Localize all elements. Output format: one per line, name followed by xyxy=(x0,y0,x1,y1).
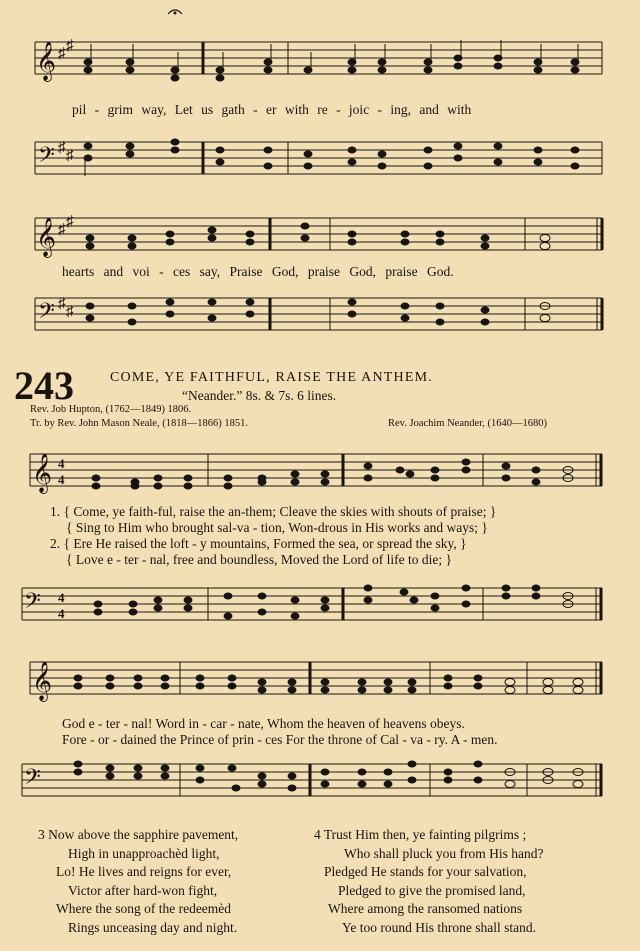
hymn-treble-staff-2 xyxy=(0,654,640,714)
hymn-author: Rev. Job Hupton, (1762—1849) 1806. xyxy=(30,404,192,415)
verse-4-line: Ye too round His throne shall stand. xyxy=(342,919,536,935)
verse-4-line: 4 Trust Him then, ye fainting pilgrims ; xyxy=(314,827,527,842)
hymn-line1-verse1a: 1. { Come, ye faith-ful, raise the an-them; Cleave the skies with shouts of praise; } xyxy=(50,504,497,519)
top-lyrics-2: hearts and voi - ces say, Praise God, praise God, praise God. xyxy=(62,264,454,279)
svg-text:𝄞: 𝄞 xyxy=(32,455,53,492)
hymn-line1-verse2b: { Love e - ter - nal, free and boundless, Moved the Lord of life to die; } xyxy=(66,552,452,567)
top-system-treble-staff-1 xyxy=(0,0,640,100)
hymn-line2-verse2: Fore - or - dained the Prince of prin - ces For the throne of Cal - va - ry. A - men. xyxy=(62,732,498,747)
svg-text:𝄢: 𝄢 xyxy=(38,143,55,172)
top-system-bass-staff-2 xyxy=(0,292,640,352)
svg-text:♯: ♯ xyxy=(66,38,74,54)
svg-text:♯: ♯ xyxy=(58,140,66,156)
svg-text:♯: ♯ xyxy=(66,214,74,230)
svg-text:𝄢: 𝄢 xyxy=(38,299,55,328)
hymn-number: 243 xyxy=(14,363,74,408)
verse-3-line: Where the song of the redeemèd xyxy=(56,901,232,917)
verse-3-line: High in unapproachèd light, xyxy=(68,845,220,861)
hymn-line1-verse2a: 2. { Ere He raised the loft - y mountains, Formed the sea, or spread the sky, } xyxy=(50,536,467,551)
svg-text:𝄢: 𝄢 xyxy=(24,765,41,794)
verse-4-line: Pledged to give the promised land, xyxy=(338,882,526,898)
svg-text:♯: ♯ xyxy=(58,296,66,312)
verse-4-line: Where among the ransomed nations xyxy=(328,901,523,917)
hymn-title: COME, YE FAITHFUL, RAISE THE ANTHEM. xyxy=(110,370,433,385)
svg-text:𝄞: 𝄞 xyxy=(32,663,53,700)
hymn-composer: Rev. Joachim Neander, (1640—1680) xyxy=(388,418,547,429)
svg-text:𝄢: 𝄢 xyxy=(24,589,41,618)
hymn-line1-verse1b: { Sing to Him who brought sal-va - tion, Won-drous in His works and ways; } xyxy=(66,520,488,535)
svg-text:4: 4 xyxy=(58,590,65,605)
verse-3-line: Rings unceasing day and night. xyxy=(68,919,238,935)
hymn-bass-staff-2 xyxy=(0,752,640,812)
verse-3-line: Lo! He lives and reigns for ever, xyxy=(56,864,232,880)
hymn-translator: Tr. by Rev. John Mason Neale, (1818—1866) 1851. xyxy=(30,418,248,429)
svg-text:4: 4 xyxy=(58,456,65,471)
svg-text:♯: ♯ xyxy=(66,304,74,320)
hymn-treble-staff-1 xyxy=(0,438,640,508)
svg-text:𝄞: 𝄞 xyxy=(36,43,57,80)
top-system-bass-staff-1 xyxy=(0,136,640,196)
verse-3 xyxy=(38,826,238,938)
hymn-tune: “Neander.” 8s. & 7s. 6 lines. xyxy=(182,388,337,403)
top-system-treble-staff-2 xyxy=(0,212,640,272)
hymn-bass-staff-1 xyxy=(0,576,640,642)
verse-4-line: Pledged He stands for your salvation, xyxy=(324,864,527,880)
top-lyrics-1: pil - grim way, Let us gath - er with re - joic - ing, and with xyxy=(72,102,472,117)
svg-text:𝄞: 𝄞 xyxy=(36,219,57,256)
verse-4-line: Who shall pluck you from His hand? xyxy=(344,845,544,861)
svg-text:♯: ♯ xyxy=(58,222,66,238)
verse-4 xyxy=(314,826,543,938)
svg-text:4: 4 xyxy=(58,472,65,487)
verse-3-line: 3 Now above the sapphire pavement, xyxy=(38,827,239,842)
svg-text:♯: ♯ xyxy=(66,148,74,164)
svg-text:♯: ♯ xyxy=(58,46,66,62)
hymn-line2-verse1: God e - ter - nal! Word in - car - nate, Whom the heaven of heavens obeys. xyxy=(62,716,465,731)
svg-text:4: 4 xyxy=(58,606,65,621)
verse-3-line: Victor after hard-won fight, xyxy=(68,882,218,898)
